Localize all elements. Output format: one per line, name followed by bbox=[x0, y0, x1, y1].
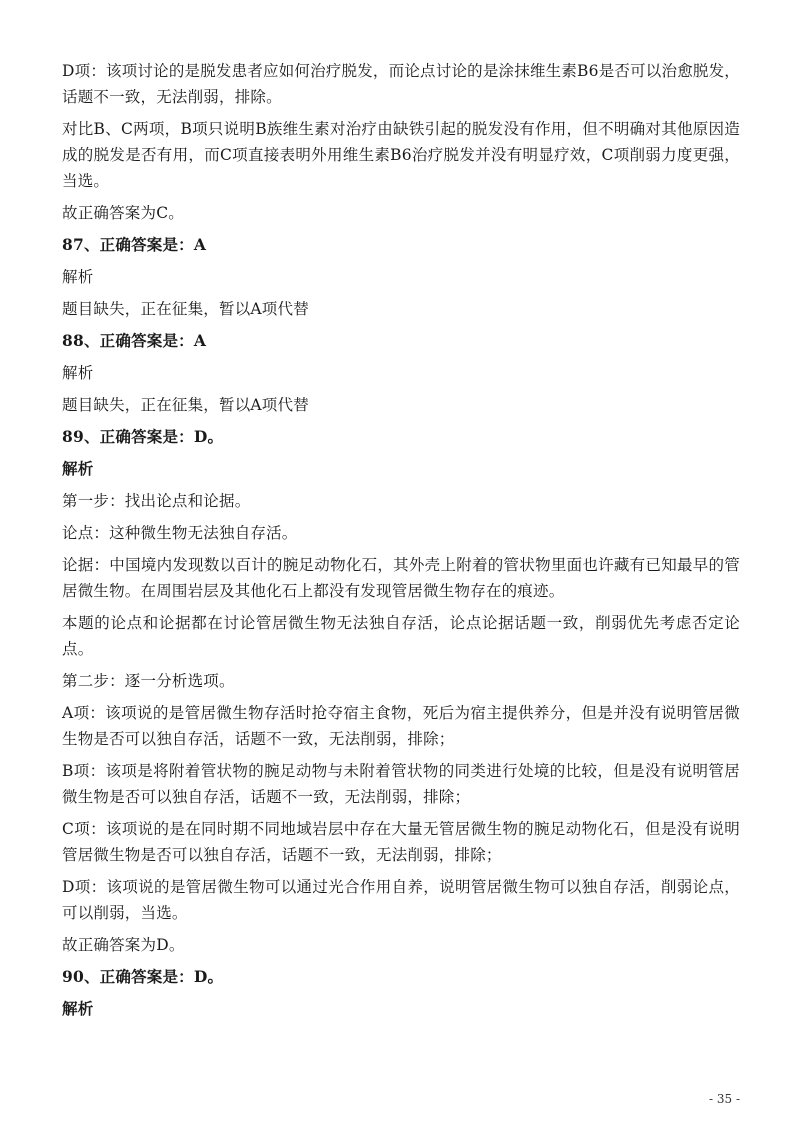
paragraph-topic-consistency: 本题的论点和论据都在讨论管居微生物无法独自存活，论点论据话题一致，削弱优先考虑否定论点。 bbox=[62, 614, 740, 658]
paragraph-answer-d: 故正确答案为D。 bbox=[62, 936, 185, 954]
paragraph-argument-point: 论点：这种微生物无法独自存活。 bbox=[62, 524, 298, 542]
paragraph-option-b: B项：该项是将附着管状物的腕足动物与未附着管状物的同类进行处境的比较，但是没有说明管居微生物是否可以独自存活，话题不一致，无法削弱，排除； bbox=[62, 762, 740, 806]
paragraph-missing-88: 题目缺失，正在征集，暂以A项代替 bbox=[62, 396, 309, 414]
paragraph-argument-evidence: 论据：中国境内发现数以百计的腕足动物化石，其外壳上附着的管状物里面也许藏有已知最早的管居微生物。在周围岩层及其他化石上都没有发现管居微生物存在的痕迹。 bbox=[62, 556, 740, 600]
page-number: - 35 - bbox=[708, 1092, 740, 1106]
paragraph-step-two: 第二步：逐一分析选项。 bbox=[62, 672, 235, 690]
paragraph-bc-comparison: 对比B、C两项，B项只说明B族维生素对治疗由缺铁引起的脱发没有作用，但不明确对其他原因造成的脱发是否有用，而C项直接表明外用维生素B6治疗脱发并没有明显疗效，C项削弱力度更强，当选。 bbox=[62, 120, 740, 190]
page-content bbox=[62, 58, 740, 1028]
heading-question-87: 87、正确答案是：A bbox=[62, 235, 207, 254]
heading-question-90: 90、正确答案是：D。 bbox=[62, 967, 224, 986]
paragraph-option-a: A项：该项说的是管居微生物存活时抢夺宿主食物，死后为宿主提供养分，但是并没有说明管居微生物是否可以独自存活，话题不一致，无法削弱，排除； bbox=[62, 704, 740, 748]
paragraph-step-one: 第一步：找出论点和论据。 bbox=[62, 492, 251, 510]
paragraph-d-option-analysis: D项：该项讨论的是脱发患者应如何治疗脱发，而论点讨论的是涂抹维生素B6是否可以治愈脱发，话题不一致，无法削弱，排除。 bbox=[62, 62, 740, 106]
paragraph-missing-87: 题目缺失，正在征集，暂以A项代替 bbox=[62, 300, 309, 318]
label-analysis-90: 解析 bbox=[62, 999, 94, 1018]
paragraph-option-d: D项：该项说的是管居微生物可以通过光合作用自养，说明管居微生物可以独自存活，削弱论点，可以削弱，当选。 bbox=[62, 878, 740, 922]
label-analysis-87: 解析 bbox=[62, 268, 94, 286]
paragraph-option-c: C项：该项说的是在同时期不同地域岩层中存在大量无管居微生物的腕足动物化石，但是没有说明管居微生物是否可以独自存活，话题不一致，无法削弱，排除； bbox=[62, 820, 740, 864]
heading-question-89: 89、正确答案是：D。 bbox=[62, 427, 224, 446]
paragraph-answer-c: 故正确答案为C。 bbox=[62, 204, 184, 222]
label-analysis-88: 解析 bbox=[62, 364, 94, 382]
heading-question-88: 88、正确答案是：A bbox=[62, 331, 207, 350]
label-analysis-89: 解析 bbox=[62, 459, 94, 478]
